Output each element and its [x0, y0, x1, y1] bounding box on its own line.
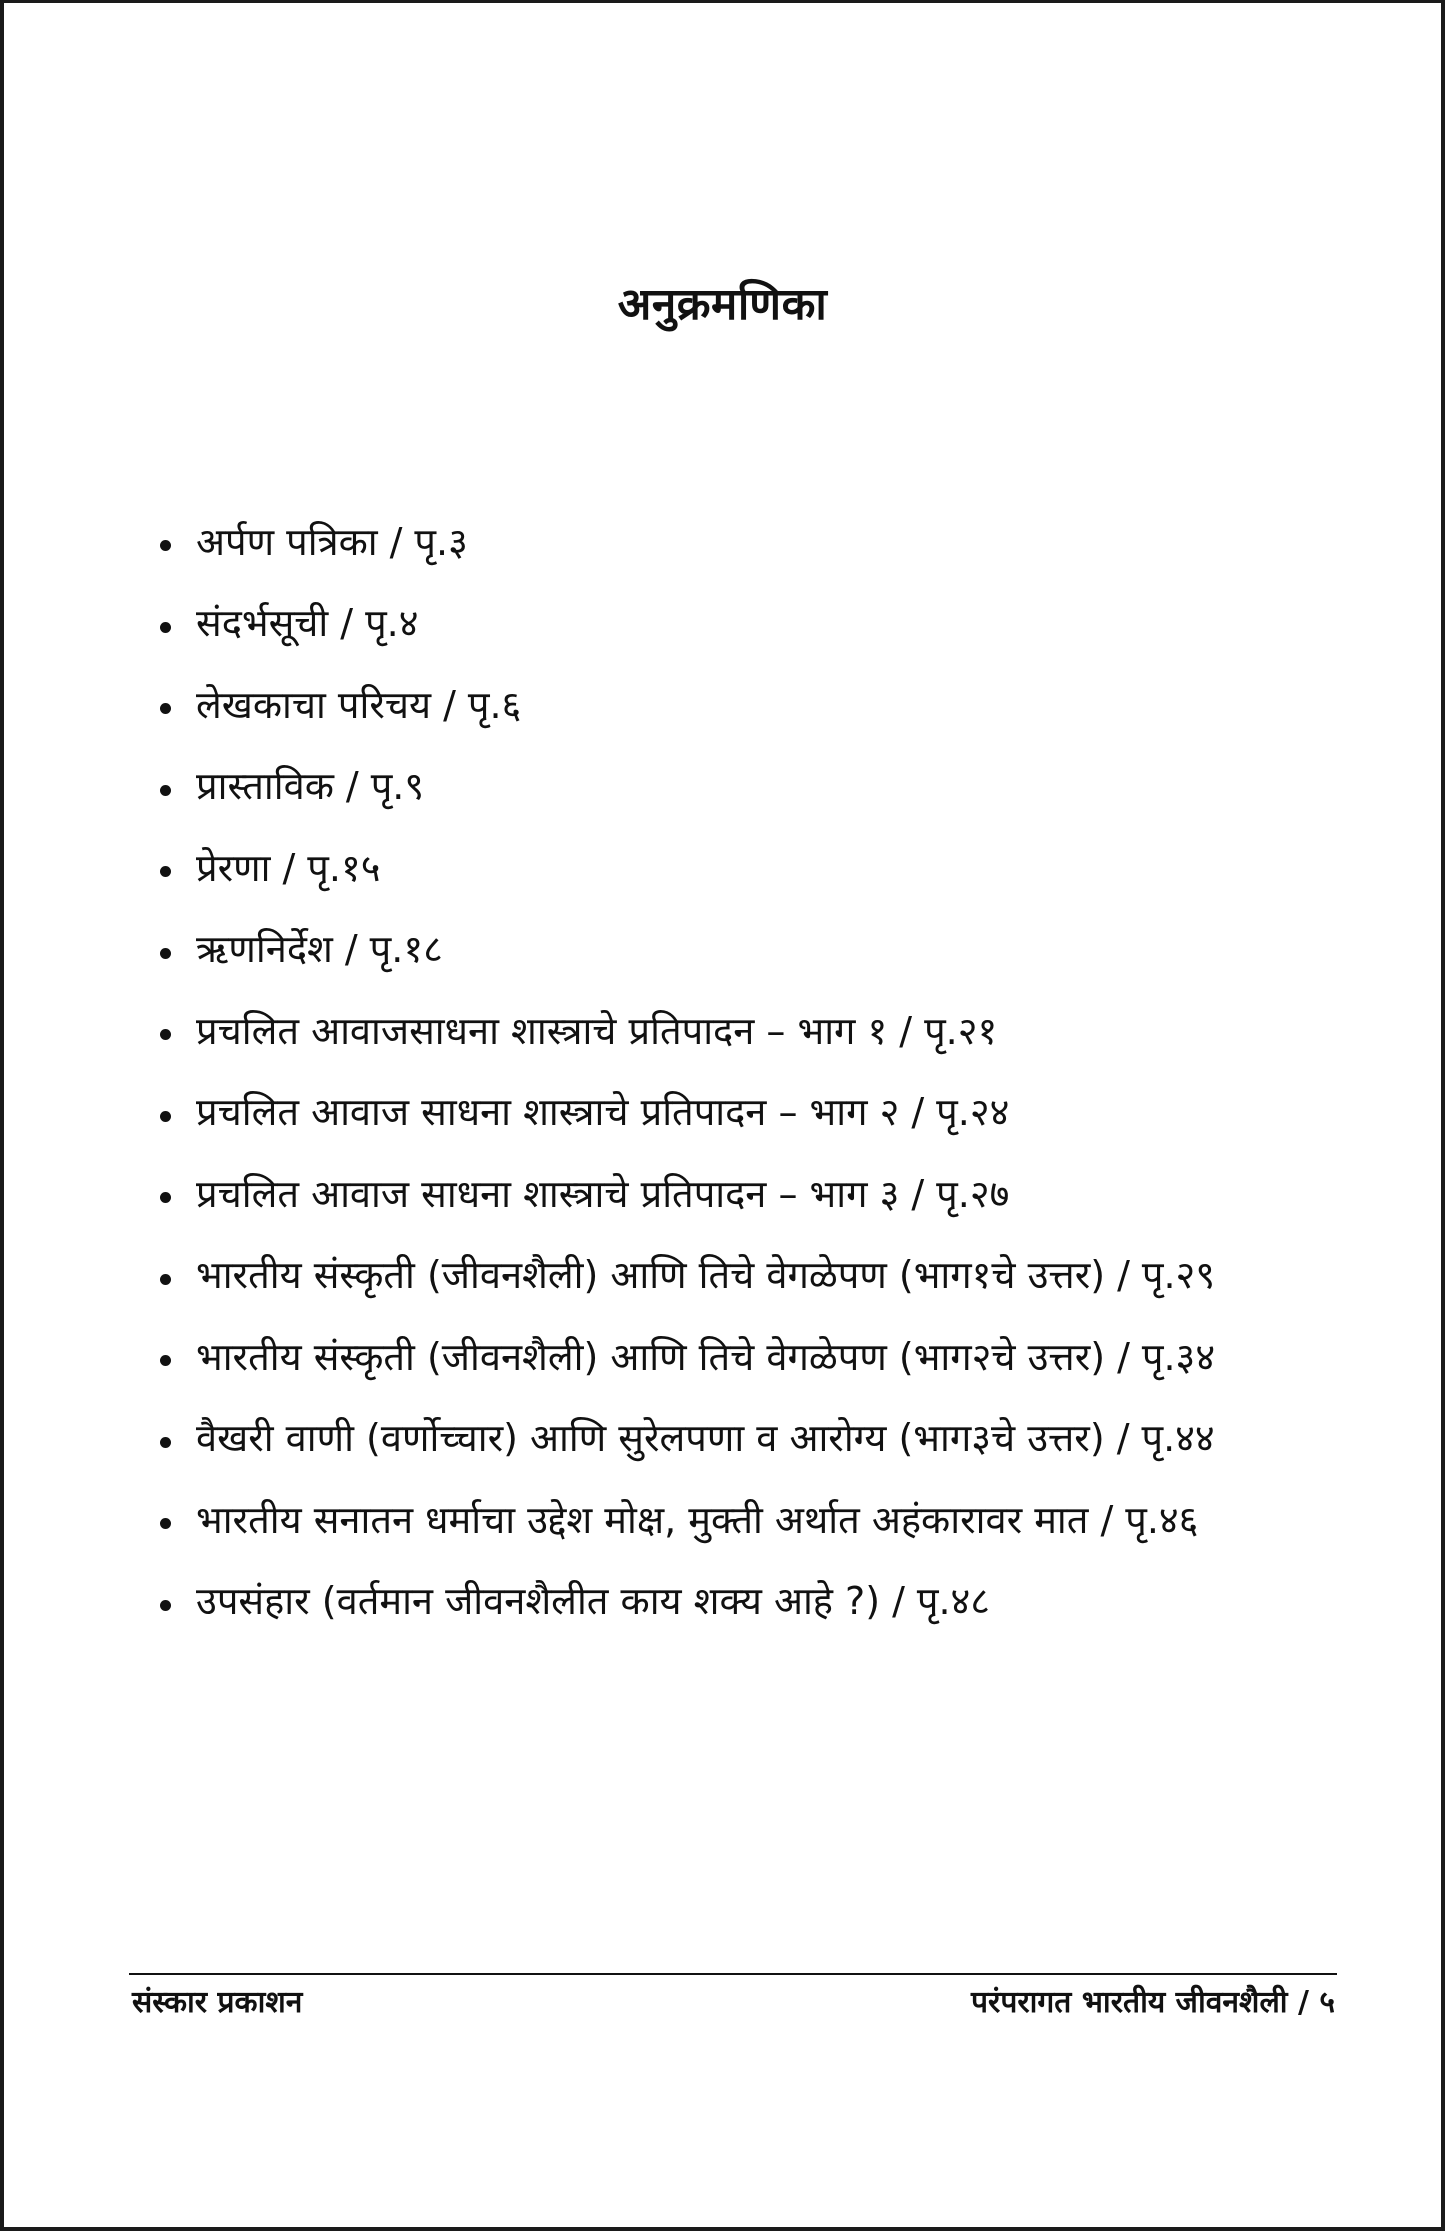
toc-entry-title: प्रचलित आवाज साधना शास्त्राचे प्रतिपादन – भाग ३: [196, 1171, 900, 1216]
table-of-contents: [154, 501, 1215, 1642]
toc-entry-page: पृ.२७: [936, 1171, 1010, 1216]
toc-entry-page: पृ.२१: [924, 1008, 998, 1053]
toc-entry-title: वैखरी वाणी (वर्णोच्चार) आणि सुरेलपणा व आरोग्य (भाग३चे उत्तर): [196, 1416, 1105, 1461]
toc-entry-title: संदर्भसूची: [196, 601, 329, 646]
toc-entry-title: ऋणनिर्देश: [196, 927, 333, 972]
bullet-icon: [160, 540, 171, 551]
toc-entry-page: पृ.२४: [936, 1090, 1010, 1135]
toc-entry: [154, 1235, 1215, 1317]
toc-entry: [154, 746, 1215, 828]
bullet-icon: [160, 1029, 171, 1040]
toc-entry: [154, 1072, 1215, 1154]
footer-divider: [129, 1973, 1337, 1975]
toc-entry-page: पृ.४८: [916, 1579, 991, 1624]
toc-entry: [154, 583, 1215, 665]
toc-separator: /: [340, 601, 354, 646]
toc-separator: /: [899, 1008, 913, 1053]
toc-separator: /: [892, 1579, 905, 1624]
bullet-icon: [160, 1274, 171, 1285]
page-title: अनुक्रमणिका: [617, 279, 828, 330]
toc-entry: [154, 990, 1215, 1072]
toc-separator: /: [1100, 1497, 1114, 1542]
toc-entry-page: पृ.२९: [1141, 1253, 1216, 1298]
toc-entry-page: पृ.१८: [369, 927, 443, 972]
toc-separator: /: [389, 519, 403, 564]
toc-separator: /: [1116, 1416, 1130, 1461]
bullet-icon: [160, 1192, 171, 1203]
toc-separator: /: [345, 764, 359, 809]
toc-entry: [154, 1316, 1215, 1398]
toc-entry-title: प्रास्ताविक: [196, 764, 334, 809]
bullet-icon: [160, 866, 171, 877]
toc-entry-title: भारतीय संस्कृती (जीवनशैली) आणि तिचे वेगळेपण (भाग२चे उत्तर): [196, 1334, 1106, 1379]
toc-separator: /: [443, 682, 456, 727]
toc-separator: /: [1117, 1334, 1130, 1379]
toc-entry: [154, 501, 1215, 583]
toc-entry-title: प्रचलित आवाज साधना शास्त्राचे प्रतिपादन – भाग २: [196, 1090, 900, 1135]
bullet-icon: [160, 1518, 171, 1529]
toc-separator: /: [344, 927, 358, 972]
bullet-icon: [160, 1437, 171, 1448]
bullet-icon: [160, 948, 171, 959]
toc-entry-page: पृ.४६: [1125, 1497, 1199, 1542]
bullet-icon: [160, 1600, 171, 1611]
toc-entry: [154, 827, 1215, 909]
bullet-icon: [160, 785, 171, 796]
running-footer-page-number: परंपरागत भारतीय जीवनशैली / ५: [971, 1985, 1335, 2020]
bullet-icon: [160, 622, 171, 633]
toc-entry-page: पृ.३: [414, 519, 468, 564]
toc-entry: [154, 909, 1215, 991]
bullet-icon: [160, 1111, 171, 1122]
toc-entry-page: पृ.६: [467, 682, 522, 727]
toc-entry-title: प्रचलित आवाजसाधना शास्त्राचे प्रतिपादन – भाग १: [196, 1008, 888, 1053]
toc-entry: [154, 1561, 1215, 1643]
toc-entry-page: पृ.९: [370, 764, 425, 809]
toc-entry-page: पृ.३४: [1141, 1334, 1216, 1379]
toc-entry-title: अर्पण पत्रिका: [196, 519, 378, 564]
bullet-icon: [160, 703, 171, 714]
toc-entry-page: पृ.४४: [1141, 1416, 1215, 1461]
toc-separator: /: [282, 845, 296, 890]
toc-entry-title: उपसंहार (वर्तमान जीवनशैलीत काय शक्य आहे ?): [196, 1579, 881, 1624]
toc-entry-title: भारतीय सनातन धर्माचा उद्देश मोक्ष, मुक्ती अर्थात अहंकारावर मात: [196, 1497, 1089, 1542]
toc-separator: /: [911, 1171, 925, 1216]
toc-entry: [154, 1153, 1215, 1235]
toc-entry-title: भारतीय संस्कृती (जीवनशैली) आणि तिचे वेगळेपण (भाग१चे उत्तर): [196, 1253, 1106, 1298]
toc-entry-title: लेखकाचा परिचय: [196, 682, 432, 727]
toc-separator: /: [911, 1090, 925, 1135]
toc-separator: /: [1117, 1253, 1130, 1298]
toc-entry-page: पृ.४: [365, 601, 419, 646]
publisher-name: संस्कार प्रकाशन: [132, 1985, 303, 2020]
toc-entry-title: प्रेरणा: [196, 845, 271, 890]
toc-entry: [154, 1398, 1215, 1480]
toc-entry: [154, 1479, 1215, 1561]
bullet-icon: [160, 1355, 171, 1366]
toc-entry: [154, 664, 1215, 746]
toc-entry-page: पृ.१५: [307, 845, 381, 890]
